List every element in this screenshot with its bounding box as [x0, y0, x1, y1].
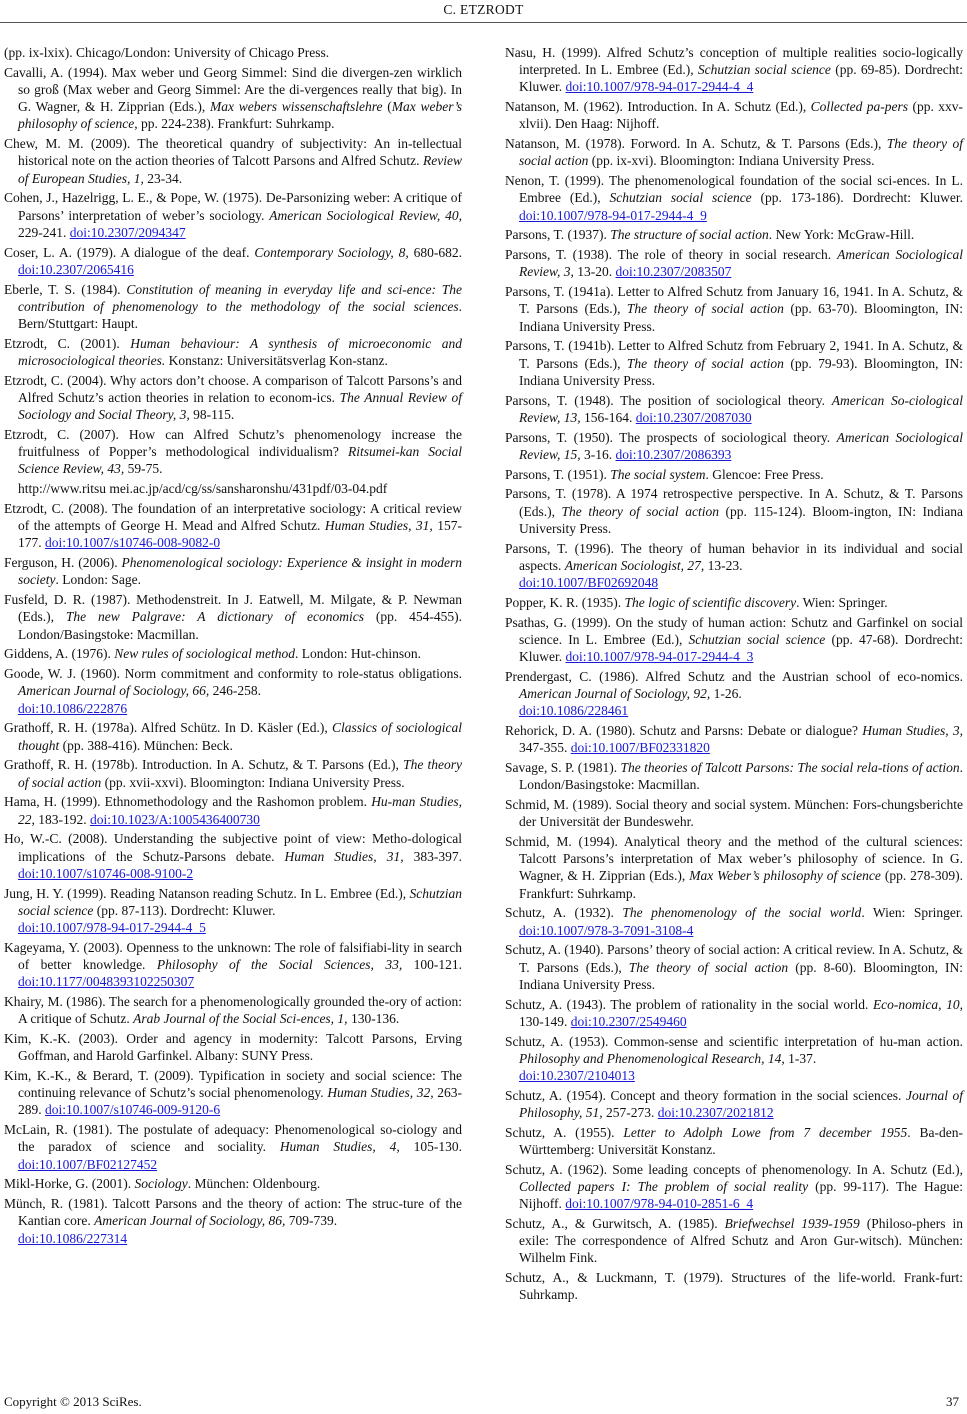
reference-text: Mikl-Horke, G. (2001).	[4, 1176, 135, 1192]
reference-text: Prendergast, C. (1986). Alfred Schutz and the Austrian school of eco-nomics.	[505, 668, 963, 684]
reference-source-title: Max webers wissenschaftslehre	[210, 99, 383, 115]
reference-text: (pp. 454-455). London/Basingstoke: Macmillan.	[18, 609, 462, 642]
doi-link[interactable]: doi:10.1086/228461	[519, 703, 629, 719]
reference-source-title: Max weber’s philosophy of science	[18, 99, 463, 132]
running-head: C. ETZRODT	[443, 2, 524, 17]
references-right-column	[505, 44, 963, 1306]
reference-source-title: Collected papers I: The problem of social reality	[519, 1179, 809, 1195]
reference-entry	[505, 246, 963, 280]
reference-source-title: American Sociological Review, 15,	[519, 429, 963, 462]
reference-entry	[505, 1269, 963, 1303]
reference-entry	[4, 665, 462, 717]
doi-link[interactable]: doi:10.2307/2086393	[615, 446, 732, 462]
reference-text: Parsons, T. (1941b). Letter to Alfred Schutz from February 2, 1941. In A. Schutz, & T. Parsons (Eds.),	[505, 338, 963, 371]
reference-entry	[505, 392, 963, 426]
doi-link[interactable]: doi:10.1007/BF02127452	[18, 1156, 158, 1172]
reference-text: 98-115.	[189, 407, 235, 423]
reference-text: Schutz, A. (1940). Parsons’ theory of social action: A critical review. In A. Schutz, & T. Parsons (Eds.),	[505, 942, 963, 975]
reference-source-title: Eco-nomica, 10,	[872, 996, 963, 1012]
reference-text: 1-37.	[784, 1050, 817, 1066]
doi-link[interactable]: doi:10.2307/2549460	[570, 1013, 687, 1029]
reference-entry	[4, 44, 462, 61]
doi-link[interactable]: doi:10.1007/978-94-017-2944-4_3	[565, 649, 754, 665]
reference-text: . München: Oldenbourg.	[187, 1176, 321, 1192]
reference-entry	[505, 1161, 963, 1213]
reference-source-title: Human Studies, 31,	[324, 518, 433, 534]
reference-entry	[4, 645, 462, 662]
reference-text: Cohen, J., Hazelrigg, L. E., & Pope, W. (1975). De-Parsonizing weber: A critique of Parsons’ interpretation of weber’s sociology.	[4, 190, 462, 223]
reference-source-title: Constitution of meaning in everyday life and sci-ence: The contribution of phenomenology to the methodology of the social sciences	[18, 281, 462, 314]
reference-text: (pp. 87-113). Dordrecht: Kluwer.	[93, 902, 276, 918]
reference-text: (pp. 63-70). Bloomington, IN: Indiana University Press.	[519, 301, 963, 334]
reference-entry	[4, 500, 462, 552]
reference-text: Natanson, M. (1978). Forword. In A. Schutz, & T. Parsons (Eds.),	[505, 136, 887, 152]
footer-page-number: 37	[946, 1394, 959, 1409]
reference-text: Jung, H. Y. (1999). Reading Natanson reading Schutz. In L. Embree (Ed.),	[4, 885, 410, 901]
reference-text: Grathoff, R. H. (1978b). Introduction. In A. Schutz, & T. Parsons (Ed.),	[4, 757, 404, 773]
reference-text: 157-177.	[18, 518, 463, 551]
reference-source-title: The Annual Review of Sociology and Social Theory, 3,	[18, 390, 462, 423]
reference-text: Schutz, A. (1955).	[505, 1124, 624, 1140]
reference-source-title: Contemporary Sociology, 8,	[254, 244, 409, 260]
reference-text: 257-273.	[602, 1105, 658, 1121]
reference-text: Schutz, A. (1962). Some leading concepts of phenomenology. In A. Schutz (Ed.),	[505, 1161, 963, 1177]
reference-text: Psathas, G. (1999). On the study of human action: Schutz and Garfinkel on social science. In L. Embree (Ed.),	[505, 614, 963, 647]
doi-link[interactable]: doi:10.2307/2021812	[657, 1105, 774, 1121]
reference-text: Parsons, T. (1978). A 1974 retrospective perspective. In A. Schutz, & T. Parsons (Eds.),	[505, 486, 963, 519]
reference-entry	[4, 372, 462, 424]
reference-entry	[505, 1087, 963, 1121]
doi-link[interactable]: doi:10.1007/BF02692048	[519, 575, 659, 591]
reference-entry	[505, 98, 963, 132]
reference-entry	[505, 833, 963, 902]
reference-text: Etzrodt, C. (2004). Why actors don’t choose. A comparison of Talcott Parsons’s and Alfred Schutz’s action theories in relation to econom-ics.	[4, 372, 462, 406]
reference-entry	[4, 993, 462, 1027]
reference-text: 263-289.	[18, 1085, 463, 1118]
reference-text: . London: Sage.	[55, 572, 141, 588]
reference-text: . London/Basingstoke: Macmillan.	[519, 760, 963, 793]
reference-text: Natanson, M. (1962). Introduction. In A. Schutz (Ed.),	[505, 99, 811, 115]
reference-entry	[4, 480, 462, 497]
reference-entry	[505, 1033, 963, 1085]
reference-text: Schmid, M. (1989). Social theory and social system. München: Fors-chungsberichte der Universität der Bundeswehr.	[505, 797, 963, 830]
header-rule	[0, 22, 967, 23]
reference-text: 59-75.	[124, 461, 163, 477]
reference-text: Chew, M. M. (2009). The theoretical quandry of subjectivity: An in-tellectual historical note on the action theories of Talcott Parsons and Alfred Schutz.	[4, 136, 462, 169]
reference-text: Ho, W.-C. (2008). Understanding the subjective point of view: Metho-dological implications of the Schutz-Parsons debate.	[4, 831, 462, 864]
reference-entry	[505, 135, 963, 169]
reference-text: Fusfeld, D. R. (1987). Methodenstreit. In J. Eatwell, M. Milgate, & P. Newman (Eds.),	[4, 592, 462, 625]
doi-link[interactable]: doi:10.1007/s10746-008-9082-0	[45, 535, 221, 551]
reference-text: . New York: McGraw-Hill.	[768, 227, 915, 243]
reference-text: Schutz, A., & Luckmann, T. (1979). Structures of the life-world. Frank-furt: Suhrkamp.	[505, 1270, 963, 1303]
footer-copyright: Copyright © 2013 SciRes.	[4, 1394, 142, 1409]
reference-text: (pp. 69-85). Dordrecht: Kluwer.	[519, 62, 963, 95]
reference-text: (pp. 99-117). The Hague: Nijhoff.	[519, 1179, 963, 1212]
reference-source-title: The new Palgrave: A dictionary of economics	[65, 609, 364, 625]
reference-text: Schutz, A. (1943). The problem of rationality in the social world.	[505, 996, 873, 1012]
reference-text: . Wien: Springer.	[861, 905, 963, 921]
reference-source-title: American Sociological Review, 3,	[519, 247, 963, 280]
reference-source-title: The theory of social action	[626, 301, 784, 317]
reference-text: Kim, K.-K., & Berard, T. (2009). Typification in society and social science: The continuing relevance of Schutz’s social phenomenology.	[4, 1068, 462, 1101]
reference-text: 347-355.	[519, 740, 571, 756]
reference-source-title: Hu-man Studies, 22,	[18, 794, 462, 827]
reference-text: 156-164.	[580, 409, 636, 425]
doi-link[interactable]: doi:10.1007/978-94-017-2944-4_5	[18, 920, 206, 936]
reference-entry	[4, 1067, 462, 1119]
reference-text: 246-258.	[209, 683, 261, 699]
reference-source-title: The social system	[610, 466, 706, 482]
doi-link[interactable]: doi:10.1007/978-94-010-2851-6_4	[565, 1196, 754, 1212]
reference-text: Cavalli, A. (1994). Max weber und Georg Simmel: Sind die divergen-zen wirklich so groß (Max weber and Georg Simmel: Are the di-vergences really that big). In G. Wagner, & H. Zipprian (Eds.),	[4, 64, 462, 115]
reference-text: (pp. ix-lxix). Chicago/London: University of Chicago Press.	[4, 45, 330, 60]
reference-source-title: Phenomenological sociology: Experience & insight in modern society	[18, 555, 463, 588]
reference-source-title: Philosophy of the Social Sciences, 33,	[156, 957, 403, 973]
reference-source-title: Arab Journal of the Social Sci-ences, 1,	[133, 1011, 348, 1027]
reference-entry	[4, 1195, 462, 1247]
reference-entry	[4, 244, 462, 278]
reference-text: (pp. 47-68). Dordrecht: Kluwer.	[519, 631, 963, 665]
reference-entry	[4, 719, 462, 753]
doi-link[interactable]: doi:10.1007/s10746-009-9120-6	[45, 1102, 221, 1118]
reference-source-title: Collected pa-pers	[810, 99, 909, 115]
reference-entry	[4, 1121, 462, 1173]
reference-text: Ferguson, H. (2006).	[4, 555, 122, 571]
reference-entry	[505, 429, 963, 463]
reference-source-title: The theory of social action	[626, 355, 784, 371]
doi-link[interactable]: doi:10.1007/978-3-7091-3108-4	[519, 922, 694, 938]
reference-text: Schmid, M. (1994). Analytical theory and the method of the cultural sciences: Talcott Parsons’s interpretation of Max weber’s philosophy of science. In G. Wagner, & H. Zipprian (Eds.),	[505, 834, 963, 884]
reference-source-title: Human Studies, 31,	[284, 848, 404, 864]
reference-text: McLain, R. (1981). The postulate of adequacy: Phenomenological so-ciology and the paradox of science and sociality.	[4, 1122, 462, 1155]
reference-entry	[505, 466, 963, 483]
reference-text: Grathoff, R. H. (1978a). Alfred Schütz. In D. Käsler (Ed.),	[4, 720, 332, 736]
reference-source-title: Sociology	[134, 1176, 188, 1192]
reference-text: Schutz, A., & Gurwitsch, A. (1985).	[505, 1216, 725, 1232]
doi-link[interactable]: doi:10.2307/2065416	[18, 261, 134, 277]
reference-text: Schutz, A. (1953). Common-sense and scientific interpretation of hu-man action.	[505, 1033, 963, 1049]
reference-text: 13-20.	[573, 264, 616, 280]
doi-link[interactable]: doi:10.1007/978-94-017-2944-4_4	[565, 79, 754, 95]
reference-entry	[505, 759, 963, 793]
reference-text: (pp. 115-124). Bloom-ington, IN: Indiana University Press.	[519, 503, 964, 536]
reference-source-title: Letter to Adolph Lowe from 7 december 1955	[623, 1124, 908, 1140]
reference-entry	[505, 540, 963, 592]
reference-entry	[505, 485, 963, 537]
reference-text: 680-682.	[408, 244, 462, 260]
reference-source-title: The theory of social action	[628, 959, 789, 975]
doi-link[interactable]: doi:10.1086/222876	[18, 700, 128, 716]
reference-text: 105-130.	[399, 1139, 463, 1155]
reference-source-title: Human behaviour: A synthesis of microeconomic and microsociological theories.	[18, 335, 462, 369]
doi-link[interactable]: doi:10.1007/978-94-017-2944-4_9	[519, 207, 707, 223]
reference-text: Parsons, T. (1937).	[505, 227, 611, 243]
reference-source-title: American So-ciological Review, 13,	[519, 392, 963, 425]
reference-source-title: Human Studies, 32,	[327, 1085, 434, 1101]
reference-source-title: Schutzian social science	[697, 62, 831, 78]
reference-entry	[4, 281, 462, 333]
doi-link[interactable]: doi:10.1007/BF02331820	[570, 740, 710, 756]
reference-source-title: Journal of Philosophy, 51,	[519, 1087, 963, 1121]
reference-text: 130-149.	[519, 1013, 571, 1029]
reference-text: Kageyama, Y. (2003). Openness to the unknown: The role of falsifiabi-lity in search of better knowledge.	[4, 939, 462, 973]
reference-source-title: American Sociologist, 27,	[564, 557, 705, 573]
reference-entry	[505, 44, 963, 96]
reference-source-title: The theory of social action	[561, 503, 719, 519]
reference-text: 13-23.	[704, 557, 743, 573]
reference-entry	[4, 939, 462, 991]
reference-entry	[505, 1124, 963, 1158]
reference-text: Rehorick, D. A. (1980). Schutz and Parsns: Debate or dialogue?	[505, 723, 863, 739]
reference-entry	[4, 756, 462, 790]
reference-source-title: Review of European Studies, 1,	[18, 153, 462, 186]
doi-link[interactable]: doi:10.1177/0048393102250307	[18, 974, 195, 990]
reference-source-title: Briefwechsel 1939-1959	[724, 1216, 860, 1232]
reference-text: Nasu, H. (1999). Alfred Schutz’s conception of multiple realities socio-logically interpreted. In L. Embree (Ed.),	[505, 45, 963, 78]
reference-source-title: Philosophy and Phenomenological Research, 14,	[519, 1050, 785, 1066]
reference-text: 1-26.	[710, 686, 742, 702]
reference-text: Etzrodt, C. (2001).	[4, 335, 131, 351]
reference-text: 130-136.	[347, 1011, 400, 1027]
reference-source-title: The structure of social action	[610, 227, 769, 243]
reference-text: (pp. 278-309). Frankfurt: Suhrkamp.	[519, 868, 963, 901]
reference-source-title: The theory of social action	[18, 757, 462, 790]
reference-text: 100-121.	[402, 957, 463, 973]
reference-source-title: Classics of sociological thought	[18, 720, 462, 753]
reference-text: 183-192.	[34, 811, 90, 827]
reference-text: 383-397.	[403, 848, 463, 864]
reference-text: Eberle, T. S. (1984).	[4, 281, 127, 297]
reference-text: Giddens, A. (1976).	[4, 646, 115, 662]
reference-entry	[4, 793, 462, 827]
reference-text: (pp. 8-60). Bloomington, IN: Indiana University Press.	[519, 959, 963, 992]
reference-text: (pp. xvii-xxvi). Bloomington: Indiana University Press.	[101, 774, 405, 790]
reference-entry	[505, 337, 963, 389]
reference-text: (Philoso-phers in exile: The correspondence of Alfred Schutz and Aron Gur-witsch). München: Wilhelm Fink.	[519, 1216, 963, 1266]
reference-text: Kim, K.-K. (2003). Order and agency in modernity: Talcott Parsons, Erving Goffman, and Harold Garfinkel. Albany: SUNY Press.	[4, 1031, 462, 1064]
reference-text: . Wien: Springer.	[796, 594, 888, 610]
reference-source-title: Max Weber’s philosophy of science	[689, 868, 881, 884]
reference-text: . Glencoe: Free Press.	[705, 466, 824, 482]
reference-entry	[4, 554, 462, 588]
reference-text: . Bern/Stuttgart: Haupt.	[18, 298, 462, 332]
reference-source-title: Human Studies, 3,	[862, 723, 963, 739]
doi-link[interactable]: doi:10.1086/227314	[18, 1230, 128, 1246]
reference-text: (pp. 388-416). München: Beck.	[59, 737, 233, 753]
reference-text: Münch, R. (1981). Talcott Parsons and the theory of action: The struc-ture of the Kantian core.	[4, 1196, 462, 1229]
reference-text: Coser, L. A. (1979). A dialogue of the deaf.	[4, 244, 255, 260]
doi-link[interactable]: doi:10.2307/2094347	[69, 224, 186, 240]
reference-entry	[4, 1175, 462, 1192]
reference-entry	[505, 172, 963, 224]
reference-text: Popper, K. R. (1935).	[505, 594, 625, 610]
reference-source-title: Schutzian social science	[688, 631, 826, 647]
reference-entry	[505, 722, 963, 756]
reference-text: (pp. 173-186). Dordrecht: Kluwer.	[751, 190, 964, 206]
reference-text: Etzrodt, C. (2007). How can Alfred Schutz’s phenomenology increase the fruitfulness of Popper’s methodological individualism?	[4, 427, 462, 460]
reference-source-title: American Journal of Sociology, 92,	[519, 686, 711, 702]
reference-text: Khairy, M. (1986). The search for a phenomenologically grounded the-ory of action: A critique of Schutz.	[4, 994, 462, 1027]
reference-text: 23-34.	[143, 170, 183, 186]
references-left-column	[4, 44, 462, 1249]
reference-text: Parsons, T. (1950). The prospects of sociological theory.	[505, 429, 837, 445]
reference-text: (pp. 79-93). Bloomington, IN: Indiana University Press.	[519, 355, 963, 388]
reference-text: 709-739.	[285, 1213, 338, 1229]
reference-entry	[505, 283, 963, 335]
reference-entry	[4, 1030, 462, 1064]
reference-source-title: American Journal of Sociology, 86,	[94, 1213, 286, 1229]
reference-text: Schutz, A. (1954). Concept and theory formation in the social sciences.	[505, 1087, 906, 1103]
reference-text: Parsons, T. (1996). The theory of human behavior in its individual and social aspects.	[505, 540, 963, 573]
reference-source-title: Ritsumei-kan Social Science Review, 43,	[18, 444, 462, 477]
reference-text: http://www.ritsu mei.ac.jp/acd/cg/ss/sansharonshu/431pdf/03-04.pdf	[18, 481, 388, 497]
doi-link[interactable]: doi:10.2307/2104013	[519, 1068, 635, 1084]
reference-entry	[505, 941, 963, 993]
doi-link[interactable]: doi:10.1007/s10746-008-9100-2	[18, 865, 194, 881]
reference-source-title: The logic of scientific discovery	[624, 594, 797, 610]
reference-text: Parsons, T. (1938). The role of theory in social research.	[505, 247, 838, 263]
reference-text: 229-241.	[18, 224, 70, 240]
reference-text: (pp. ix-xvi). Bloomington: Indiana University Press.	[588, 153, 875, 169]
reference-entry	[505, 594, 963, 611]
reference-entry	[4, 64, 462, 133]
reference-entry	[4, 135, 462, 187]
reference-text: . London: Hut-chinson.	[294, 646, 421, 662]
reference-source-title: Human Studies, 4,	[279, 1139, 400, 1155]
reference-text: Konstanz: Universitätsverlag Kon-stanz.	[165, 353, 388, 369]
reference-entry	[4, 591, 462, 643]
reference-entry	[4, 885, 462, 937]
reference-text: Savage, S. P. (1981).	[505, 760, 621, 776]
reference-source-title: Schutzian social science	[18, 885, 462, 918]
reference-source-title: The theory of social action	[519, 136, 963, 169]
reference-entry	[505, 226, 963, 243]
reference-entry	[4, 189, 462, 241]
reference-entry	[505, 796, 963, 830]
reference-text: . Ba-den-Württemberg: Universität Konstanz.	[519, 1124, 963, 1158]
reference-source-title: New rules of sociological method	[114, 646, 295, 662]
doi-link[interactable]: doi:10.2307/2087030	[635, 409, 752, 425]
reference-entry	[505, 1215, 963, 1267]
reference-source-title: Schutzian social science	[609, 190, 752, 206]
reference-source-title: American Journal of Sociology, 66,	[18, 683, 210, 699]
reference-text: (	[382, 99, 392, 115]
reference-source-title: The theories of Talcott Parsons: The social rela-tions of action	[620, 760, 960, 776]
reference-text: Parsons, T. (1941a). Letter to Alfred Schutz from January 16, 1941. In A. Schutz, & T. Parsons (Eds.),	[505, 284, 963, 317]
reference-text: Etzrodt, C. (2008). The foundation of an interpretative sociology: A critical review of the attempts of George H. Mead and Alfred Schutz.	[4, 501, 462, 534]
reference-entry	[505, 614, 963, 666]
reference-entry	[4, 426, 462, 478]
reference-text: Nenon, T. (1999). The phenomenological foundation of the social sci-ences. In L. Embree (Ed.),	[505, 173, 963, 206]
reference-source-title: American Sociological Review, 40,	[269, 207, 462, 223]
reference-text: 3-16.	[580, 446, 616, 462]
reference-source-title: The phenomenology of the social world	[622, 905, 862, 921]
reference-entry	[4, 335, 462, 369]
doi-link[interactable]: doi:10.1023/A:1005436400730	[90, 811, 260, 827]
reference-entry	[4, 830, 462, 882]
reference-entry	[505, 996, 963, 1030]
reference-text: Schutz, A. (1932).	[505, 905, 623, 921]
doi-link[interactable]: doi:10.2307/2083507	[615, 264, 732, 280]
reference-text: Parsons, T. (1948). The position of sociological theory.	[505, 392, 832, 408]
reference-text: Hama, H. (1999). Ethnomethodology and the Rashomon problem.	[4, 794, 372, 810]
reference-text: Goode, W. J. (1960). Norm commitment and conformity to role-status obligations.	[4, 666, 462, 682]
reference-entry	[505, 668, 963, 720]
reference-text: , pp. 224-238). Frankfurt: Suhrkamp.	[134, 116, 335, 132]
reference-entry	[505, 904, 963, 938]
reference-text: (pp. xxv-xlvii). Den Haag: Nijhoff.	[519, 99, 964, 132]
reference-text: Parsons, T. (1951).	[505, 466, 611, 482]
